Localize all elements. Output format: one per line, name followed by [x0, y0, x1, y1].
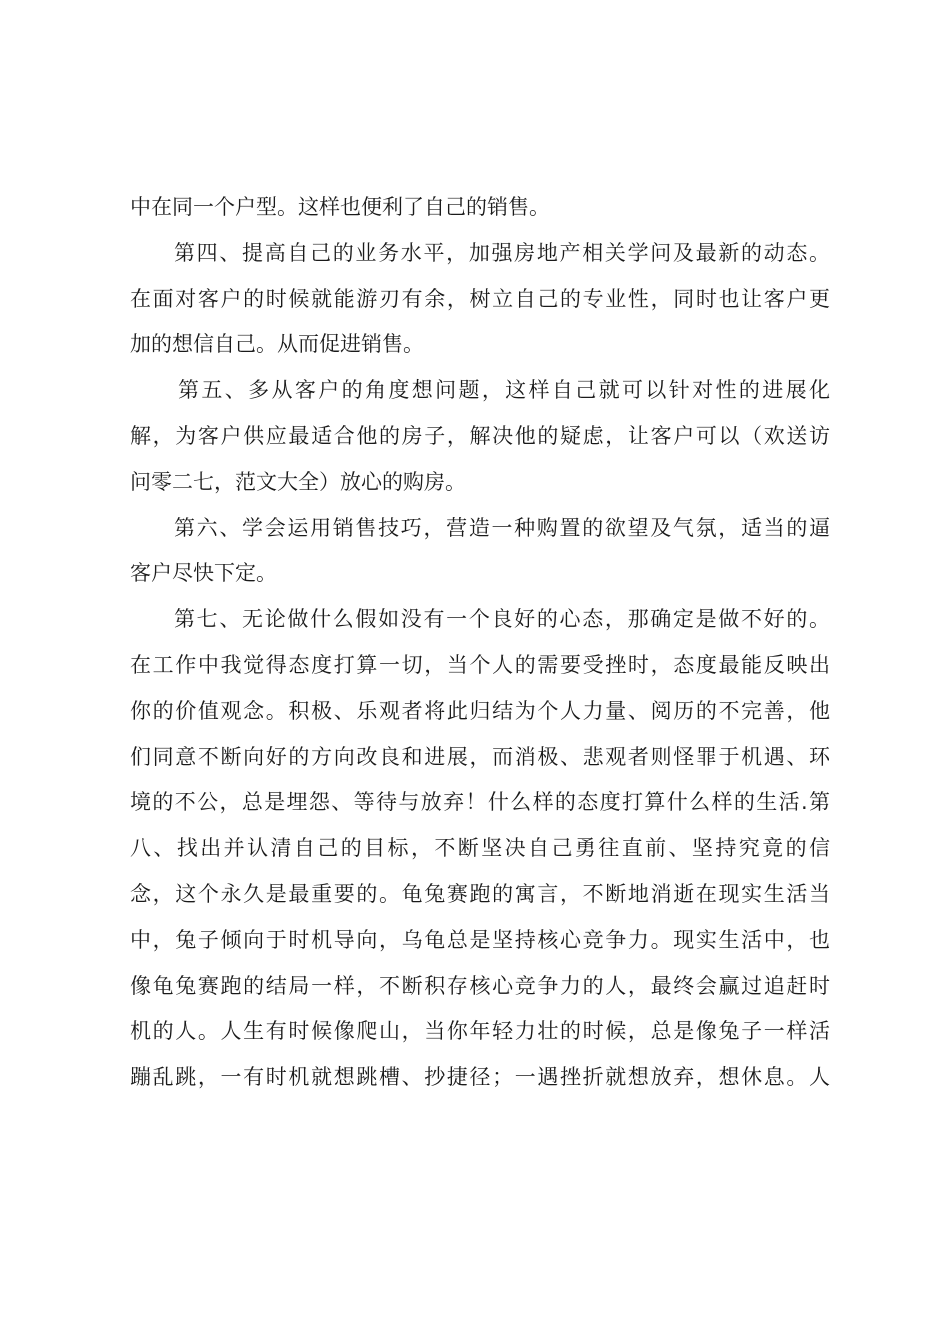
paragraph-8-line: 中，兔子倾向于时机导向，乌龟总是坚持核心竞争力。现实生活中，也: [130, 927, 830, 952]
paragraph-7-line: 你的价值观念。积极、乐观者将此归结为个人力量、阅历的不完善，他: [130, 698, 830, 723]
paragraph-5-line: 问零二七，范文大全）放心的购房。: [130, 469, 466, 494]
paragraph-5-line: 解，为客户供应最适合他的房子，解决他的疑虑，让客户可以（欢送访: [130, 423, 830, 448]
paragraph-6-line: 第六、学会运用销售技巧，营造一种购置的欲望及气氛，适当的逼: [174, 515, 830, 540]
paragraph-4-line: 第四、提高自己的业务水平，加强房地产相关学问及最新的动态。: [174, 240, 830, 265]
body-text: [130, 185, 830, 1101]
text-line: 中在同一个户型。这样也便利了自己的销售。: [130, 195, 550, 219]
paragraph-4-line: 在面对客户的时候就能游刃有余，树立自己的专业性，同时也让客户更: [130, 286, 830, 311]
paragraph-7-line: 境的不公，总是埋怨、等待与放弃！什么样的态度打算什么样的生活.第: [130, 790, 830, 815]
paragraph-8-line: 念，这个永久是最重要的。龟兔赛跑的寓言，不断地消逝在现实生活当: [130, 881, 830, 906]
paragraph-7-line: 第七、无论做什么假如没有一个良好的心态，那确定是做不好的。: [174, 607, 830, 632]
paragraph-5-line: 第五、多从客户的角度想问题，这样自己就可以针对性的进展化: [178, 378, 830, 403]
paragraph-7-line: 在工作中我觉得态度打算一切，当个人的需要受挫时，态度最能反映出: [130, 652, 830, 677]
paragraph-8-line: 蹦乱跳，一有时机就想跳槽、抄捷径；一遇挫折就想放弃，想休息。人: [130, 1065, 830, 1090]
paragraph-8-line: 像龟兔赛跑的结局一样，不断积存核心竞争力的人，最终会赢过追赶时: [130, 973, 830, 998]
paragraph-7-line: 们同意不断向好的方向改良和进展，而消极、悲观者则怪罪于机遇、环: [130, 744, 830, 769]
paragraph-8-line: 八、找出并认清自己的目标，不断坚决自己勇往直前、坚持究竟的信: [130, 836, 830, 861]
paragraph-4-line: 加的想信自己。从而促进销售。: [130, 332, 424, 357]
paragraph-8-line: 机的人。人生有时候像爬山，当你年轻力壮的时候，总是像兔子一样活: [130, 1019, 830, 1044]
paragraph-6-line: 客户尽快下定。: [130, 561, 277, 586]
